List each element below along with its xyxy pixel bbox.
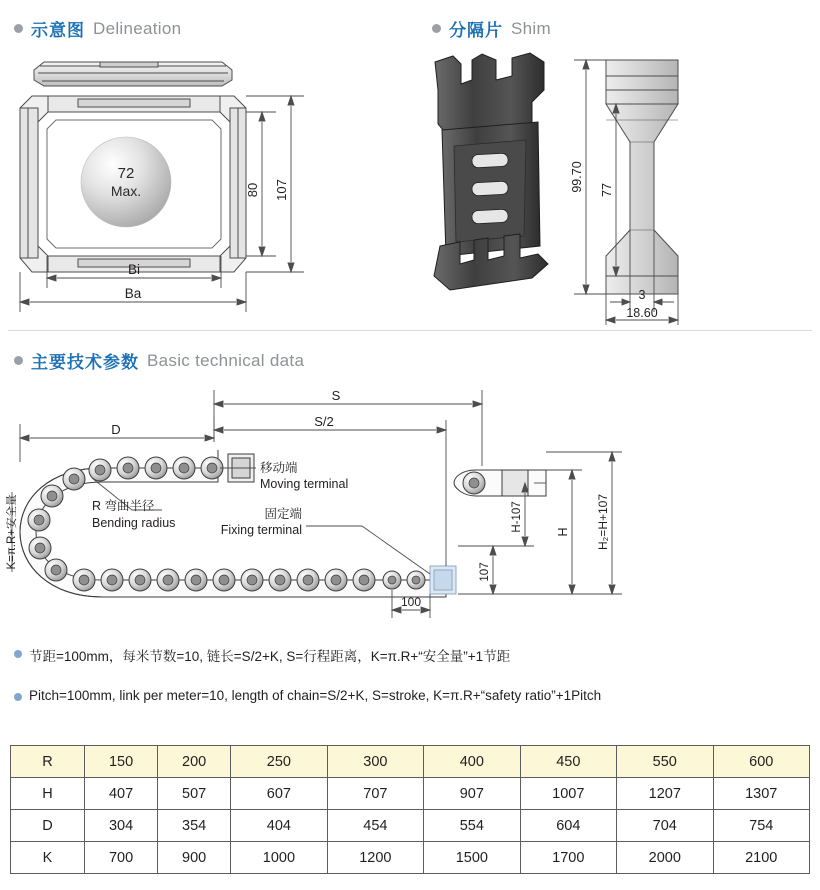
table-cell: 607 (231, 778, 327, 810)
bullet-icon (14, 24, 23, 33)
dim-h2-label: H₂=H+107 (596, 493, 610, 551)
table-cell: 404 (231, 810, 327, 842)
moving-terminal-cn: 移动端 (260, 461, 298, 475)
dim-ba-label: Ba (124, 286, 142, 301)
row-label: H (11, 778, 85, 810)
dim-107-label: 107 (479, 562, 491, 582)
note-cn (14, 645, 804, 665)
k-formula-label: K=π.R+安全量 (6, 494, 18, 570)
parameters-table (10, 745, 810, 874)
table-cell: 554 (424, 810, 520, 842)
dim-h-107-label: H-107 (511, 501, 523, 533)
table-cell: 707 (327, 778, 423, 810)
table-cell: 1207 (617, 778, 713, 810)
note-cn-text: 节距=100mm，每米节数=10, 链长=S/2+K, S=行程距离，K=π.R+“安全量”+1节距 (29, 649, 511, 664)
table-cell: 150 (85, 746, 158, 778)
table-cell: 1307 (713, 778, 810, 810)
note-en (14, 688, 804, 703)
table-row (11, 810, 810, 842)
divider (8, 330, 812, 331)
table-row (11, 746, 810, 778)
dim-100-label: 100 (400, 595, 422, 609)
table-cell: 450 (520, 746, 616, 778)
table-cell: 1200 (327, 842, 423, 874)
dim-s2-label: S/2 (314, 414, 334, 429)
table-cell: 1000 (231, 842, 327, 874)
table-cell: 300 (327, 746, 423, 778)
table-cell: 2100 (713, 842, 810, 874)
bullet-icon (432, 24, 441, 33)
table-cell: 1500 (424, 842, 520, 874)
ball-label-value: 72 (117, 165, 135, 182)
bending-radius-en: Bending radius (92, 516, 176, 530)
dim-18-60-label: 18.60 (626, 306, 658, 320)
table-cell: 354 (158, 810, 231, 842)
section-head-technical (14, 348, 304, 373)
dim-bi-label: Bi (127, 262, 141, 277)
table-cell: 907 (424, 778, 520, 810)
table-cell: 454 (327, 810, 423, 842)
ball-label-unit: Max. (110, 183, 142, 199)
table-cell: 754 (713, 810, 810, 842)
table-cell: 550 (617, 746, 713, 778)
table-cell: 304 (85, 810, 158, 842)
table-cell: 900 (158, 842, 231, 874)
dim-h-label: H (556, 527, 570, 537)
dim-99-70-label: 99.70 (570, 161, 584, 193)
dim-3-label: 3 (638, 288, 646, 302)
table-cell: 1700 (520, 842, 616, 874)
row-label: K (11, 842, 85, 874)
section-title-en: Basic technical data (147, 350, 305, 370)
bullet-icon (14, 356, 23, 365)
table-row (11, 778, 810, 810)
dim-d-label: D (111, 422, 121, 437)
table-cell: 250 (231, 746, 327, 778)
table-cell: 407 (85, 778, 158, 810)
table-cell: 1007 (520, 778, 616, 810)
table-cell: 400 (424, 746, 520, 778)
section-title-cn: 示意图 (31, 21, 85, 40)
fixing-terminal-en: Fixing terminal (220, 523, 302, 537)
row-label: D (11, 810, 85, 842)
dim-80-label: 80 (245, 182, 260, 198)
table-row (11, 842, 810, 874)
table-cell: 604 (520, 810, 616, 842)
table-cell: 704 (617, 810, 713, 842)
table-cell: 507 (158, 778, 231, 810)
section-title-cn: 分隔片 (449, 21, 503, 40)
note-en-text: Pitch=100mm, link per meter=10, length of chain=S/2+K, S=stroke, K=π.R+“safety ratio”+1Pitch (29, 688, 602, 703)
shim-drawing (420, 50, 810, 325)
bullet-icon (14, 693, 22, 701)
bullet-icon (14, 650, 22, 658)
row-label: R (11, 746, 85, 778)
moving-terminal-en: Moving terminal (260, 477, 349, 491)
bending-radius-cn: R 弯曲半径 (92, 499, 155, 513)
table-cell: 600 (713, 746, 810, 778)
fixing-terminal-cn: 固定端 (264, 507, 302, 521)
delineation-drawing (14, 50, 344, 320)
dim-77-label: 77 (600, 183, 614, 197)
dim-107-label: 107 (274, 179, 289, 201)
section-title-en: Delineation (93, 18, 182, 38)
technical-drawing (6, 382, 646, 632)
section-head-delineation (14, 16, 181, 41)
table-cell: 2000 (617, 842, 713, 874)
table-cell: 700 (85, 842, 158, 874)
section-title-cn: 主要技术参数 (31, 353, 139, 372)
table-cell: 200 (158, 746, 231, 778)
section-head-shim (432, 16, 551, 41)
dim-s-label: S (331, 388, 341, 403)
section-title-en: Shim (511, 18, 551, 38)
